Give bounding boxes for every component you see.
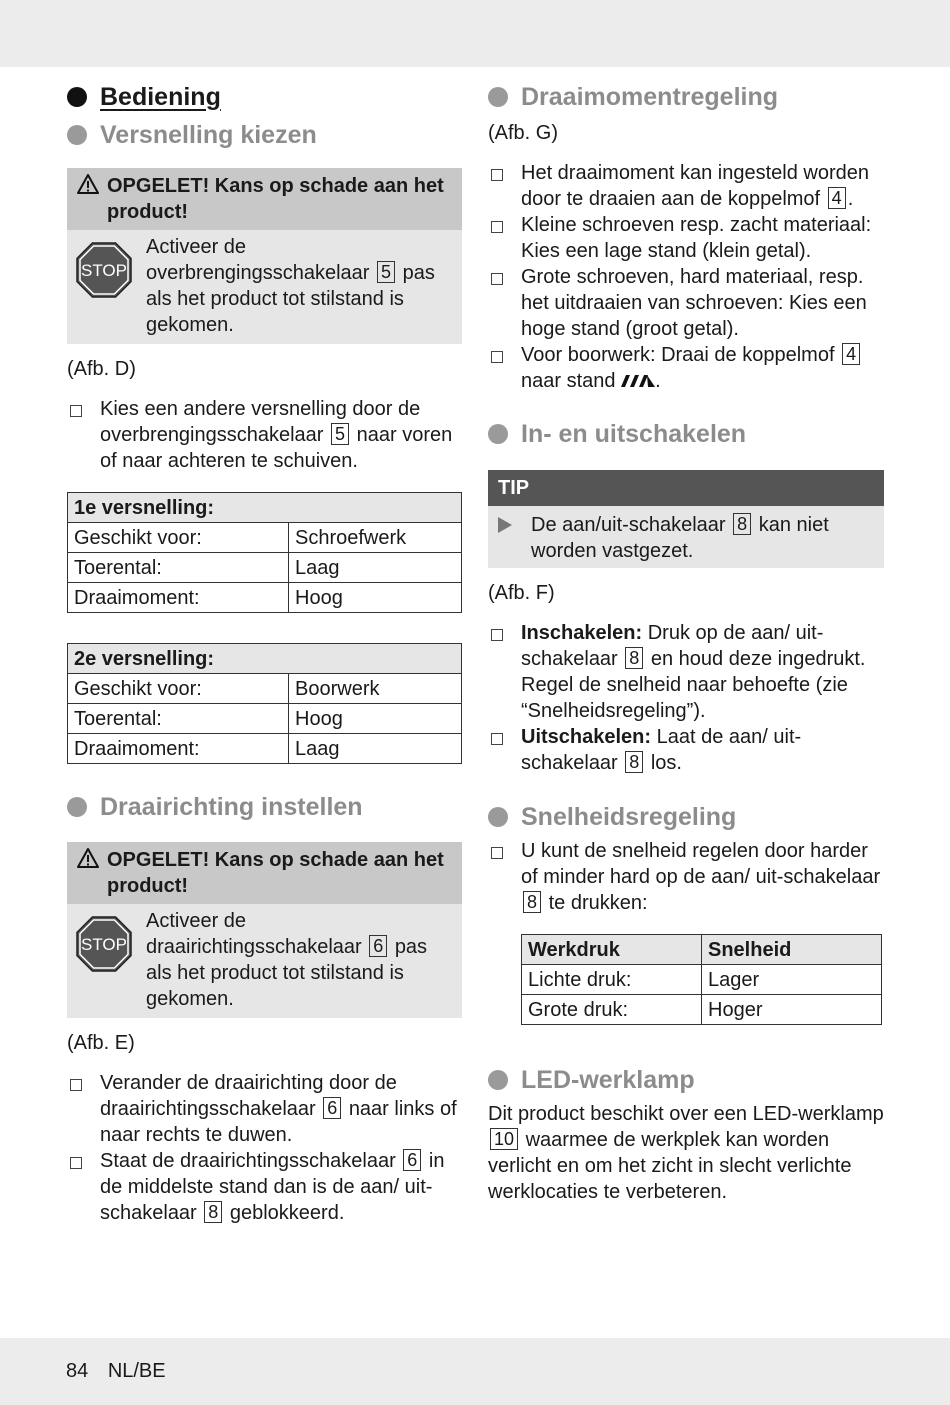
warning-text: Activeer de draairichtingsschakelaar 6 pas als het product tot stilstand is gekomen. — [146, 910, 428, 1010]
part-number: 6 — [403, 1149, 421, 1171]
table-row: Toerental: Laag — [68, 553, 462, 583]
svg-text:STOP: STOP — [81, 935, 127, 954]
warning-title: OPGELET! Kans op schade aan het product! — [67, 168, 462, 230]
part-number: 4 — [842, 343, 860, 365]
list-item: Voor boorwerk: Draai de koppelmof 4 naar stand . — [488, 342, 884, 395]
tip-body: De aan/uit-schakelaar 8 kan niet worden vastgezet. — [488, 506, 884, 568]
part-number: 10 — [490, 1128, 518, 1150]
direction-instruction-list — [67, 1070, 462, 1226]
figure-reference-d: (Afb. D) — [67, 358, 136, 380]
heading-draairichting: Draairichting instellen — [67, 788, 462, 826]
part-number: 8 — [733, 513, 751, 535]
heading-in-uitschakelen: In- en uitschakelen — [488, 415, 884, 453]
list-item: Grote schroeven, hard materiaal, resp. het uitdraaien van schroeven: Kies een hoge stand (groot getal). — [488, 264, 884, 342]
figure-reference-e: (Afb. E) — [67, 1032, 135, 1054]
warning-body — [67, 230, 462, 344]
part-number: 5 — [377, 261, 395, 283]
list-item: Kleine schroeven resp. zacht materiaal: Kies een lage stand (klein getal). — [488, 212, 884, 264]
gear-instruction-list — [67, 396, 462, 474]
table-header: 2e versnelling: — [68, 644, 462, 674]
warning-box-gear — [67, 168, 462, 344]
tip-box — [488, 470, 884, 568]
part-number: 5 — [331, 423, 349, 445]
bullet-dot-icon — [488, 87, 508, 107]
warning-body — [67, 904, 462, 1018]
table-row: Geschikt voor: Boorwerk — [68, 674, 462, 704]
part-number: 8 — [204, 1201, 222, 1223]
drill-mode-icon — [621, 369, 655, 395]
gear-2-table — [67, 643, 462, 764]
bullet-dot-icon — [67, 125, 87, 145]
arrow-right-icon — [498, 517, 512, 533]
heading-snelheidsregeling: Snelheidsregeling — [488, 798, 884, 836]
table-header: 1e versnelling: — [68, 493, 462, 523]
list-item: U kunt de snelheid regelen door harder of minder hard op de aan/ uit-schakelaar 8 te drukken: — [488, 838, 884, 916]
page-footer — [66, 1360, 166, 1383]
led-description: Dit product beschikt over een LED-werklamp 10 waarmee de werkplek kan worden verlicht en om het zicht in slecht verlichte werklocaties te verbeteren. — [488, 1103, 884, 1203]
list-item: Staat de draairichtingsschakelaar 6 in de middelste stand dan is de aan/ uit-schakelaar 8 geblokkeerd. — [67, 1148, 462, 1226]
page-number: 84 — [66, 1360, 89, 1382]
list-item: Uitschakelen: Laat de aan/ uit-schakelaar 8 los. — [488, 724, 884, 776]
table-row: Toerental: Hoog — [68, 704, 462, 734]
list-item: Verander de draairichting door de draairichtingsschakelaar 6 naar links of naar rechts te duwen. — [67, 1070, 462, 1148]
list-item: Kies een andere versnelling door de overbrengingsschakelaar 5 naar voren of naar achteren te schuiven. — [67, 396, 462, 474]
figure-reference-f: (Afb. F) — [488, 582, 555, 604]
warning-box-direction — [67, 842, 462, 1018]
table-row: Grote druk: Hoger — [522, 995, 882, 1025]
bullet-dot-icon — [488, 424, 508, 444]
table-row: Lichte druk: Lager — [522, 965, 882, 995]
part-number: 4 — [828, 187, 846, 209]
warning-triangle-icon — [77, 173, 101, 225]
table-header-row: Werkdruk Snelheid — [522, 935, 882, 965]
gear-1-table — [67, 492, 462, 613]
heading-led-werklamp: LED-werklamp — [488, 1061, 884, 1099]
stop-sign-icon — [76, 242, 132, 298]
list-item: Het draaimoment kan ingesteld worden door te draaien aan de koppelmof 4 . — [488, 160, 884, 212]
part-number: 6 — [323, 1097, 341, 1119]
heading-bediening: Bediening — [67, 78, 462, 116]
top-band — [0, 0, 950, 67]
torque-instruction-list — [488, 160, 884, 395]
bullet-dot-icon — [488, 1070, 508, 1090]
heading-draaimomentregeling: Draaimomentregeling — [488, 78, 884, 116]
list-item: Inschakelen: Druk op de aan/ uit-schakelaar 8 en houd deze ingedrukt. Regel de snelheid naar behoefte (zie “Snelheidsregeling”). — [488, 620, 884, 724]
bullet-dot-icon — [67, 87, 87, 107]
bullet-dot-icon — [488, 807, 508, 827]
left-column — [67, 78, 462, 1226]
bullet-dot-icon — [67, 797, 87, 817]
part-number: 6 — [369, 935, 387, 957]
stop-sign-icon — [76, 916, 132, 972]
table-row: Draaimoment: Laag — [68, 734, 462, 764]
part-number: 8 — [625, 751, 643, 773]
table-row: Draaimoment: Hoog — [68, 583, 462, 613]
part-number: 8 — [523, 891, 541, 913]
speed-instruction-list — [488, 838, 884, 916]
svg-text:STOP: STOP — [81, 261, 127, 280]
tip-title: TIP — [488, 470, 884, 506]
onoff-instruction-list — [488, 620, 884, 776]
language-code: NL/BE — [107, 1360, 166, 1382]
table-row: Geschikt voor: Schroefwerk — [68, 523, 462, 553]
warning-text: Activeer de overbrengingsschakelaar 5 pas als het product tot stilstand is gekomen. — [146, 236, 435, 336]
figure-reference-g: (Afb. G) — [488, 122, 559, 144]
warning-title: OPGELET! Kans op schade aan het product! — [67, 842, 462, 904]
heading-versnelling-kiezen: Versnelling kiezen — [67, 116, 462, 154]
right-column — [488, 78, 884, 1205]
warning-triangle-icon — [77, 847, 101, 899]
speed-table — [521, 934, 882, 1025]
part-number: 8 — [625, 647, 643, 669]
